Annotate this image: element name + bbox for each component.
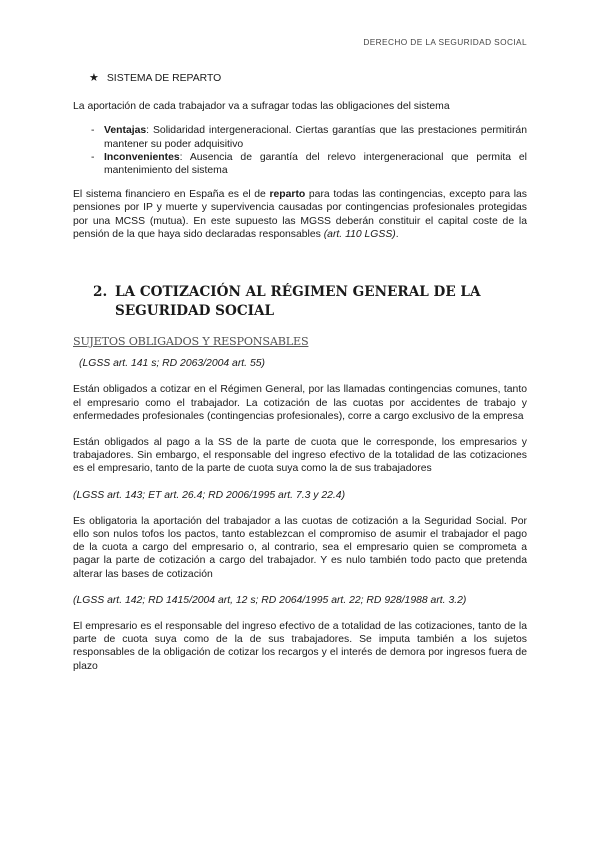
financing-post: para todas las contingencias, excepto para las pensiones por IP y muerte y supervivencia causadas por contingencias profesionales protegidas por una MCSS (mutua). En este supuesto las MGSS deberán constituir el capital coste de la pensión de la que haya sido declaradas responsables <box>73 189 528 240</box>
page-content <box>73 72 527 673</box>
star-icon: ★ <box>89 72 99 84</box>
paragraph-obligados-cotizar: Están obligados a cotizar en el Régimen General, por las llamadas contingencias comunes, tanto el empresario como el trabajador. La cotización de las cuotas por accidentes de trabajo y enfermedades profesionales (contingencias profesionales), corre a cargo exclusivo de la empresa <box>73 384 527 422</box>
list-item-label: Inconvenientes <box>104 151 180 163</box>
financing-bold: reparto <box>269 189 306 201</box>
paragraph-obligados-pago: Están obligados al pago a la SS de la parte de cuota que le corresponde, los empresarios y trabajadores. Sin embargo, el responsable del ingreso efectivo de la totalidad de las cotizaciones es el empresario, tanto de la parte de cuota suya como la de sus trabajadores <box>73 437 527 475</box>
legal-reference-3: (LGSS art. 142; RD 1415/2004 art, 12 s; RD 2064/1995 art. 22; RD 928/1988 art. 3.2) <box>73 594 467 606</box>
pros-cons-list <box>73 124 527 177</box>
bullet-dash: - <box>91 125 95 137</box>
star-heading <box>89 72 527 85</box>
financing-reference: (art. 110 LGSS) <box>323 228 396 240</box>
star-heading-text: SISTEMA DE REPARTO <box>106 73 222 84</box>
section-title: LA COTIZACIÓN AL RÉGIMEN GENERAL DE LA SEGURIDAD SOCIAL <box>115 284 481 320</box>
list-item-text <box>104 124 527 150</box>
bullet-dash: - <box>91 151 95 163</box>
financing-pre: El sistema financiero en España es el de <box>73 189 270 201</box>
list-item <box>91 124 527 150</box>
financing-paragraph <box>73 188 527 241</box>
section-number: 2. <box>93 284 108 301</box>
paragraph-aportacion: Es obligatoria la aportación del trabajador a las cuotas de cotización a la Seguridad Social. Por ello son nulos tofos los pactos, tanto establezcan el compromiso de asumir el trabajador el pago de la cuota a cargo del empresario o, al contrario, sea el empresario quien se comprometa a pagar la parte de cotización a cargo del trabajador. Y es nulo también todo pacto que pretenda alterar las bases de cotización <box>73 515 527 580</box>
list-item <box>91 151 527 177</box>
intro-paragraph: La aportación de cada trabajador va a sufragar todas las obligaciones del sistema <box>73 101 450 113</box>
subheading: SUJETOS OBLIGADOS Y RESPONSABLES <box>73 335 309 349</box>
legal-reference-2: (LGSS art. 143; ET art. 26.4; RD 2006/1995 art. 7.3 y 22.4) <box>73 489 346 501</box>
list-item-text <box>104 151 527 177</box>
paragraph-empresario: El empresario es el responsable del ingreso efectivo de a totalidad de las cotizaciones, tanto de la parte de cuota suya como de la de sus trabajadores. Se imputa también a los sujetos responsables de la obligación de cotizar los recargos y el interés de demora por ingresos fuera de plazo <box>73 621 527 672</box>
legal-reference-1: (LGSS art. 141 s; RD 2063/2004 art. 55) <box>79 358 265 370</box>
section-heading <box>93 283 527 321</box>
list-item-label: Ventajas <box>104 125 147 137</box>
list-item-body: : Ausencia de garantía del relevo intergeneracional que permita el mantenimiento del sistema <box>104 151 527 177</box>
list-item-body: : Solidaridad intergeneracional. Ciertas garantías que las prestaciones permitirán mantener su poder adquisitivo <box>104 125 527 150</box>
running-header: DERECHO DE LA SEGURIDAD SOCIAL <box>363 37 527 47</box>
financing-end: . <box>395 228 399 240</box>
